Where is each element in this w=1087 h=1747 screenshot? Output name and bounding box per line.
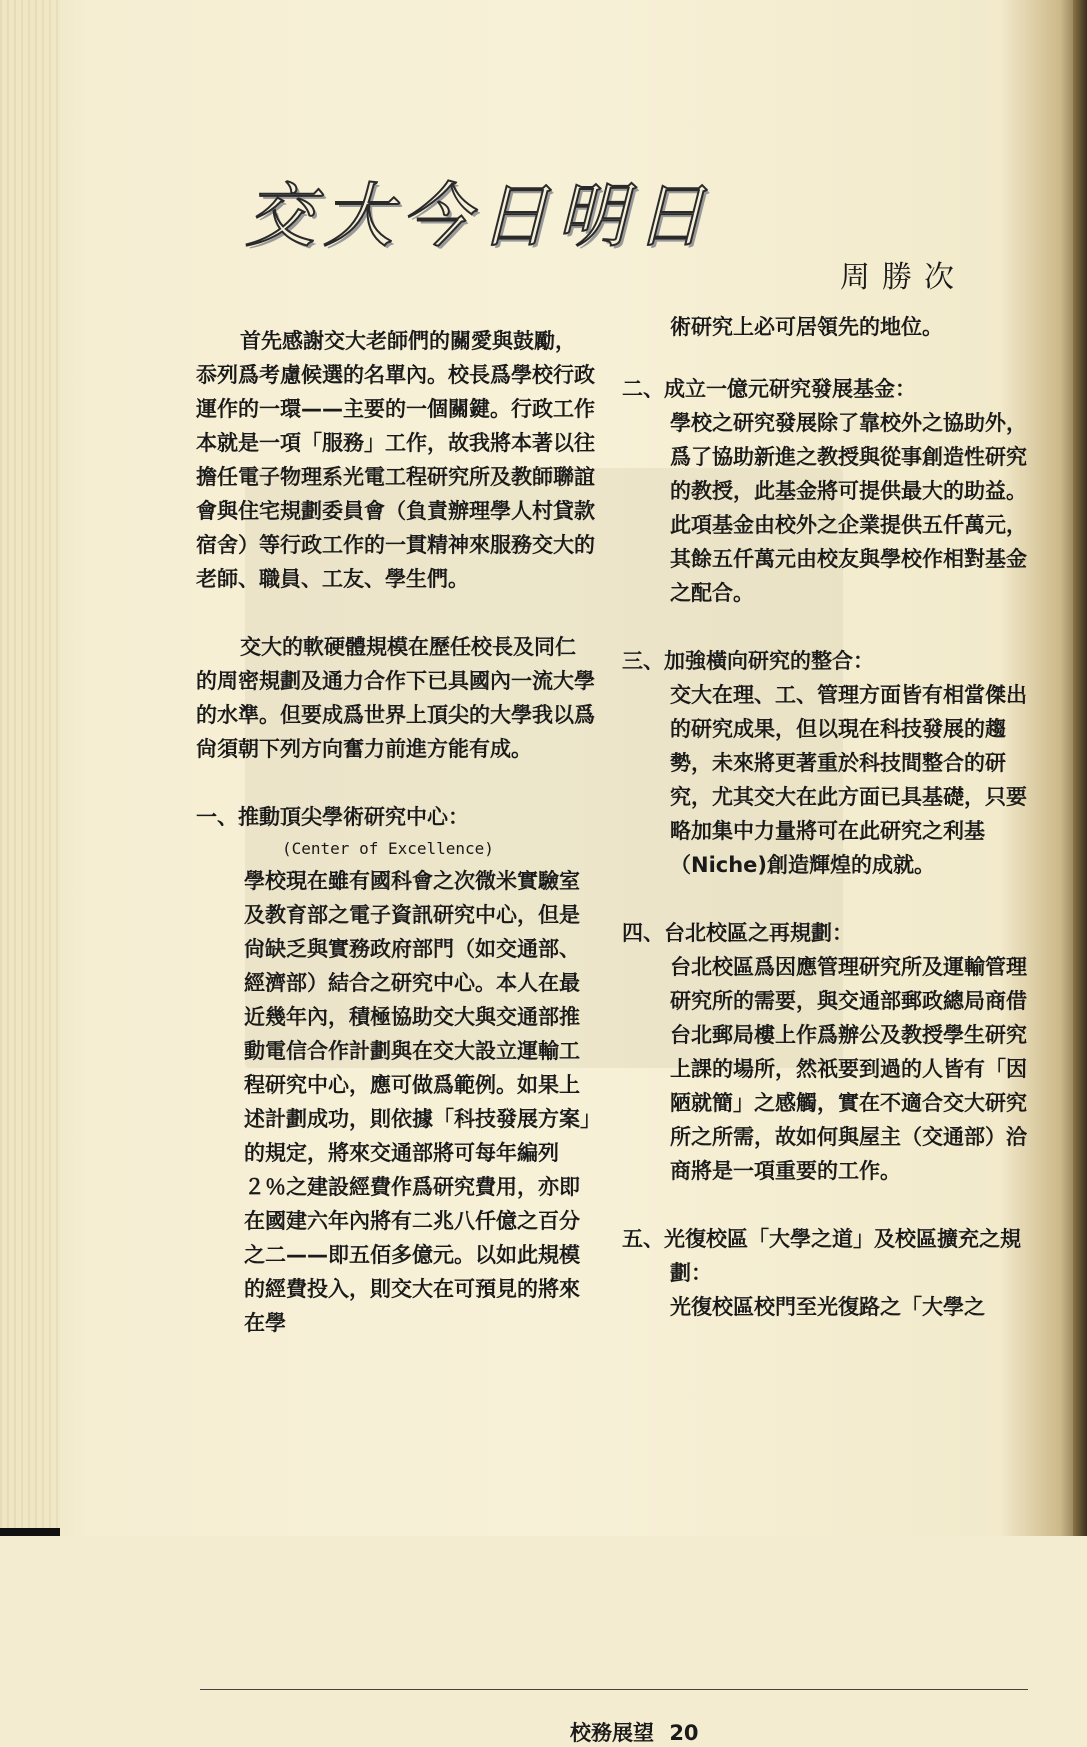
scan-corner-mark [0,1528,60,1536]
footer-rule [200,1689,1028,1690]
section-1-continued: 術研究上必可居領先的地位。 [670,315,943,339]
right-column [622,310,1027,1324]
article-author: 周勝次 [840,260,966,295]
intro-paragraph-1: 首先感謝交大老師們的關愛與鼓勵，忝列爲考慮候選的名單內。校長爲學校行政運作的一環——主要的一個關鍵。行政工作本就是一項「服務」工作，故我將本著以往擔任電子物理系光電工程研究所及教師聯誼會與住宅規劃委員會（負責辦理學人村貸款宿舍）等行政工作的一貫精神來服務交大的老師、職員、工友、學生們。 [196,329,595,591]
spacer [622,1188,1027,1222]
page-edge-stack [0,0,60,1536]
section-3-heading: 三、加強橫向研究的整合： [622,649,874,673]
scan-right-edge [1073,0,1087,1536]
footer-label: 校務展望 [570,1721,654,1745]
page-footer [570,1717,699,1747]
spacer [196,596,596,630]
spacer [622,344,1027,372]
spacer [196,766,596,800]
intro-paragraph-2: 交大的軟硬體規模在歷任校長及同仁的周密規劃及通力合作下已具國內一流大學的水準。但要成爲世界上頂尖的大學我以爲尙須朝下列方向奮力前進方能有成。 [196,635,595,761]
section-1-subtitle: (Center of Excellence) [282,839,494,858]
section-1-heading: 一、推動頂尖學術研究中心： [196,805,469,829]
article-title: 交大今日明日 [245,175,713,257]
left-column [196,324,596,1340]
section-5-body: 光復校區校門至光復路之「大學之 [670,1295,985,1319]
section-2-heading: 二、成立一億元研究發展基金： [622,377,916,401]
section-4-body: 台北校區爲因應管理研究所及運輸管理研究所的需要，與交通部郵政總局商借台北郵局樓上作爲辦公及教授學生研究上課的場所，然祇要到過的人皆有「因陋就簡」之感觸，實在不適合交大研究所之所需，故如何與屋主（交通部）洽商將是一項重要的工作。 [670,955,1027,1183]
section-2-body: 學校之研究發展除了靠校外之協助外，爲了協助新進之教授與從事創造性研究的教授，此基金將可提供最大的助益。此項基金由校外之企業提供五仟萬元，其餘五仟萬元由校友與學校作相對基金之配合。 [670,411,1027,605]
section-3-body: 交大在理、工、管理方面皆有相當傑出的研究成果，但以現在科技發展的趨勢，未來將更著重於科技間整合的研究，尤其交大在此方面已具基礎，只要略加集中力量將可在此研究之利基（Niche)創造輝煌的成就。 [670,683,1027,877]
section-5-heading: 五、光復校區「大學之道」及校區擴充之規劃： [622,1227,1021,1285]
section-4-heading: 四、台北校區之再規劃： [622,921,853,945]
page-number: 20 [669,1721,699,1745]
spacer [622,882,1027,916]
section-1-body: 學校現在雖有國科會之次微米實驗室及教育部之電子資訊研究中心，但是尙缺乏與實務政府部門（如交通部、經濟部）結合之研究中心。本人在最近幾年內，積極協助交大與交通部推動電信合作計劃與在交大設立運輸工程研究中心，應可做爲範例。如果上述計劃成功，則依據「科技發展方案」的規定，將來交通部將可每年編列２％之建設經費作爲研究費用，亦即在國建六年內將有二兆八仟億之百分之二——即五佰多億元。以如此規模的經費投入，則交大在可預見的將來在學 [244,869,591,1335]
spacer [622,610,1027,644]
